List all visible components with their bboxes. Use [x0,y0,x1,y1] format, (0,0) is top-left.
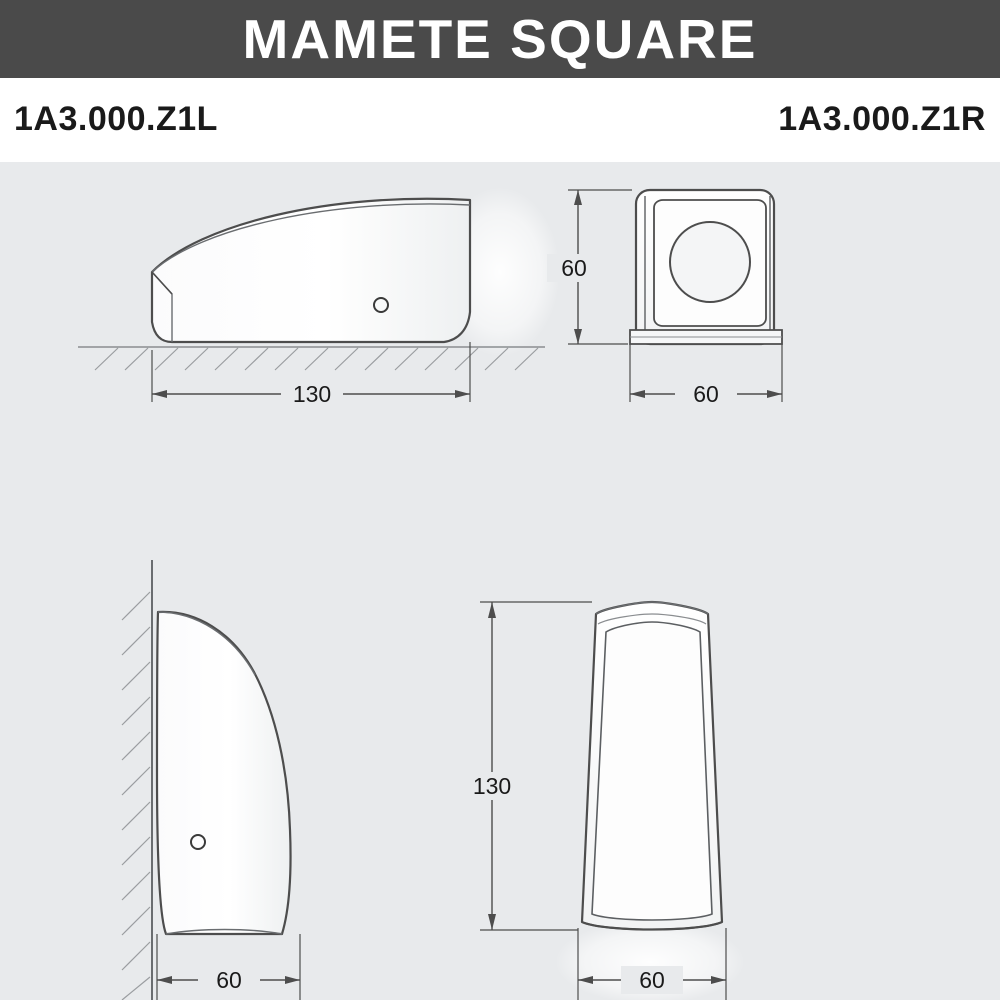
arrow-right [455,390,470,398]
arrow-bottom [574,329,582,344]
arrow-top [574,190,582,205]
arrow-left [152,390,167,398]
dimension-130-height [452,602,592,930]
technical-drawing-area [0,162,1000,1000]
arrow-right [285,976,300,984]
dimension-60-wall-side [157,934,300,1000]
lens-circle [670,222,750,302]
dimension-label-60-wall-front: 60 [639,967,665,993]
arrow-top [488,602,496,618]
dimension-label-60-height: 60 [561,255,587,281]
product-code-bar [0,78,1000,162]
arrow-bottom [488,914,496,930]
page-title: MAMETE SQUARE [242,7,758,70]
front-elevation-view [547,190,782,408]
arrow-right [767,390,782,398]
dimension-60-width-front [630,344,782,408]
fixture-body-outline [152,199,470,342]
side-elevation-view [78,187,560,408]
wall-mounted-front-view [452,602,745,1000]
arrow-left [157,976,172,984]
wall-mounted-side-view [122,560,300,1000]
wall-hatch [122,592,150,1000]
dimension-60-height [547,190,632,344]
title-bar [0,0,1000,78]
ground-hatch [95,348,538,370]
wall-front-inner-panel [592,622,712,920]
product-code-right: 1A3.000.Z1R [778,100,986,138]
product-code-left: 1A3.000.Z1L [14,100,218,138]
dimension-label-60-wall-side: 60 [216,967,242,993]
wall-fixture-outline [157,612,291,934]
arrow-left [630,390,645,398]
dimension-label-60-width-front: 60 [693,381,719,407]
dimension-130-side [152,342,470,408]
dimension-label-130-side: 130 [292,381,332,407]
dimension-label-130-height: 130 [472,773,512,799]
